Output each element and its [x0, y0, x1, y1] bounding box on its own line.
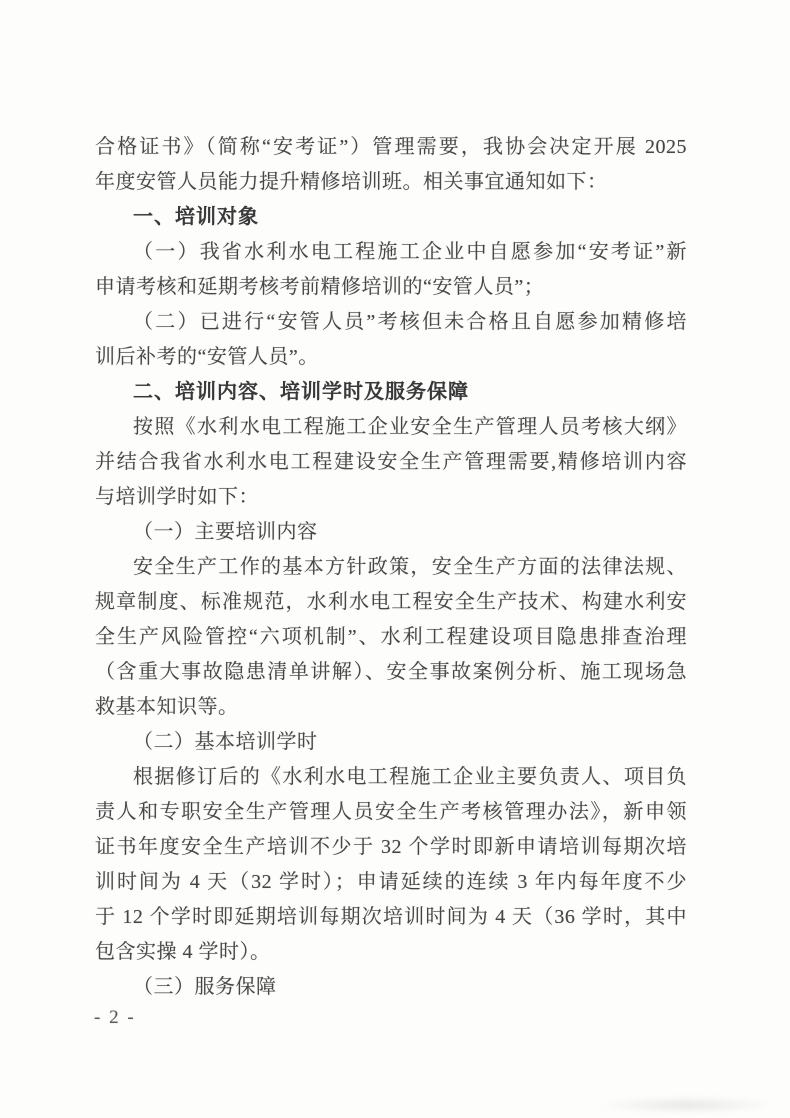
subsection-title-2: （二）基本培训学时 [133, 731, 318, 753]
text-line: 规章制度、标准规范，水利水电工程安全生产技术、构建水利安 [95, 591, 687, 613]
text-line: 责人和专职安全生产管理人员安全生产考核管理办法》，新申领 [95, 801, 687, 823]
text-line: 证书年度安全生产培训不少于 32 个学时即新申请培训每期次培 [95, 836, 687, 858]
text-line: 训时间为 4 天（32 学时）；申请延续的连续 3 年内每年度不少 [95, 871, 687, 893]
text-line: 年度安管人员能力提升精修培训班。相关事宜通知如下： [95, 171, 608, 193]
document-body [95, 130, 687, 1005]
text-line: 按照《水利水电工程施工企业安全生产管理人员考核大纲》 [133, 416, 687, 438]
text-line: 安全生产工作的基本方针政策，安全生产方面的法律法规、 [133, 556, 687, 578]
section-heading-2: 二、培训内容、培训学时及服务保障 [133, 381, 469, 403]
text-line: （含重大事故隐患清单讲解）、安全事故案例分析、施工现场急 [95, 661, 687, 683]
text-line: 并结合我省水利水电工程建设安全生产管理需要,精修培训内容 [95, 451, 687, 473]
text-line: 与培训学时如下： [95, 486, 259, 508]
text-line: 于 12 个学时即延期培训每期次培训时间为 4 天（36 学时，其中 [95, 906, 687, 928]
page-number: - 2 - [94, 1007, 136, 1028]
text-line: （一）我省水利水电工程施工企业中自愿参加“安考证”新 [133, 241, 687, 263]
text-line: 救基本知识等。 [95, 696, 239, 718]
subsection-title-1: （一）主要培训内容 [133, 521, 318, 543]
subsection-title-3: （三）服务保障 [133, 976, 277, 998]
text-line: 合格证书》（简称“安考证”）管理需要，我协会决定开展 2025 [95, 136, 687, 158]
text-line: 申请考核和延期考核考前精修培训的“安管人员”； [95, 276, 545, 298]
section-heading-1: 一、培训对象 [133, 206, 259, 228]
scan-smudge-artifact [598, 1096, 776, 1114]
text-line: 根据修订后的《水利水电工程施工企业主要负责人、项目负 [133, 766, 687, 788]
text-line: 训后补考的“安管人员”。 [95, 346, 319, 368]
text-line: （二）已进行“安管人员”考核但未合格且自愿参加精修培 [133, 311, 687, 333]
text-line: 全生产风险管控“六项机制”、水利工程建设项目隐患排查治理 [95, 626, 687, 648]
text-line: 包含实操 4 学时）。 [95, 941, 271, 963]
